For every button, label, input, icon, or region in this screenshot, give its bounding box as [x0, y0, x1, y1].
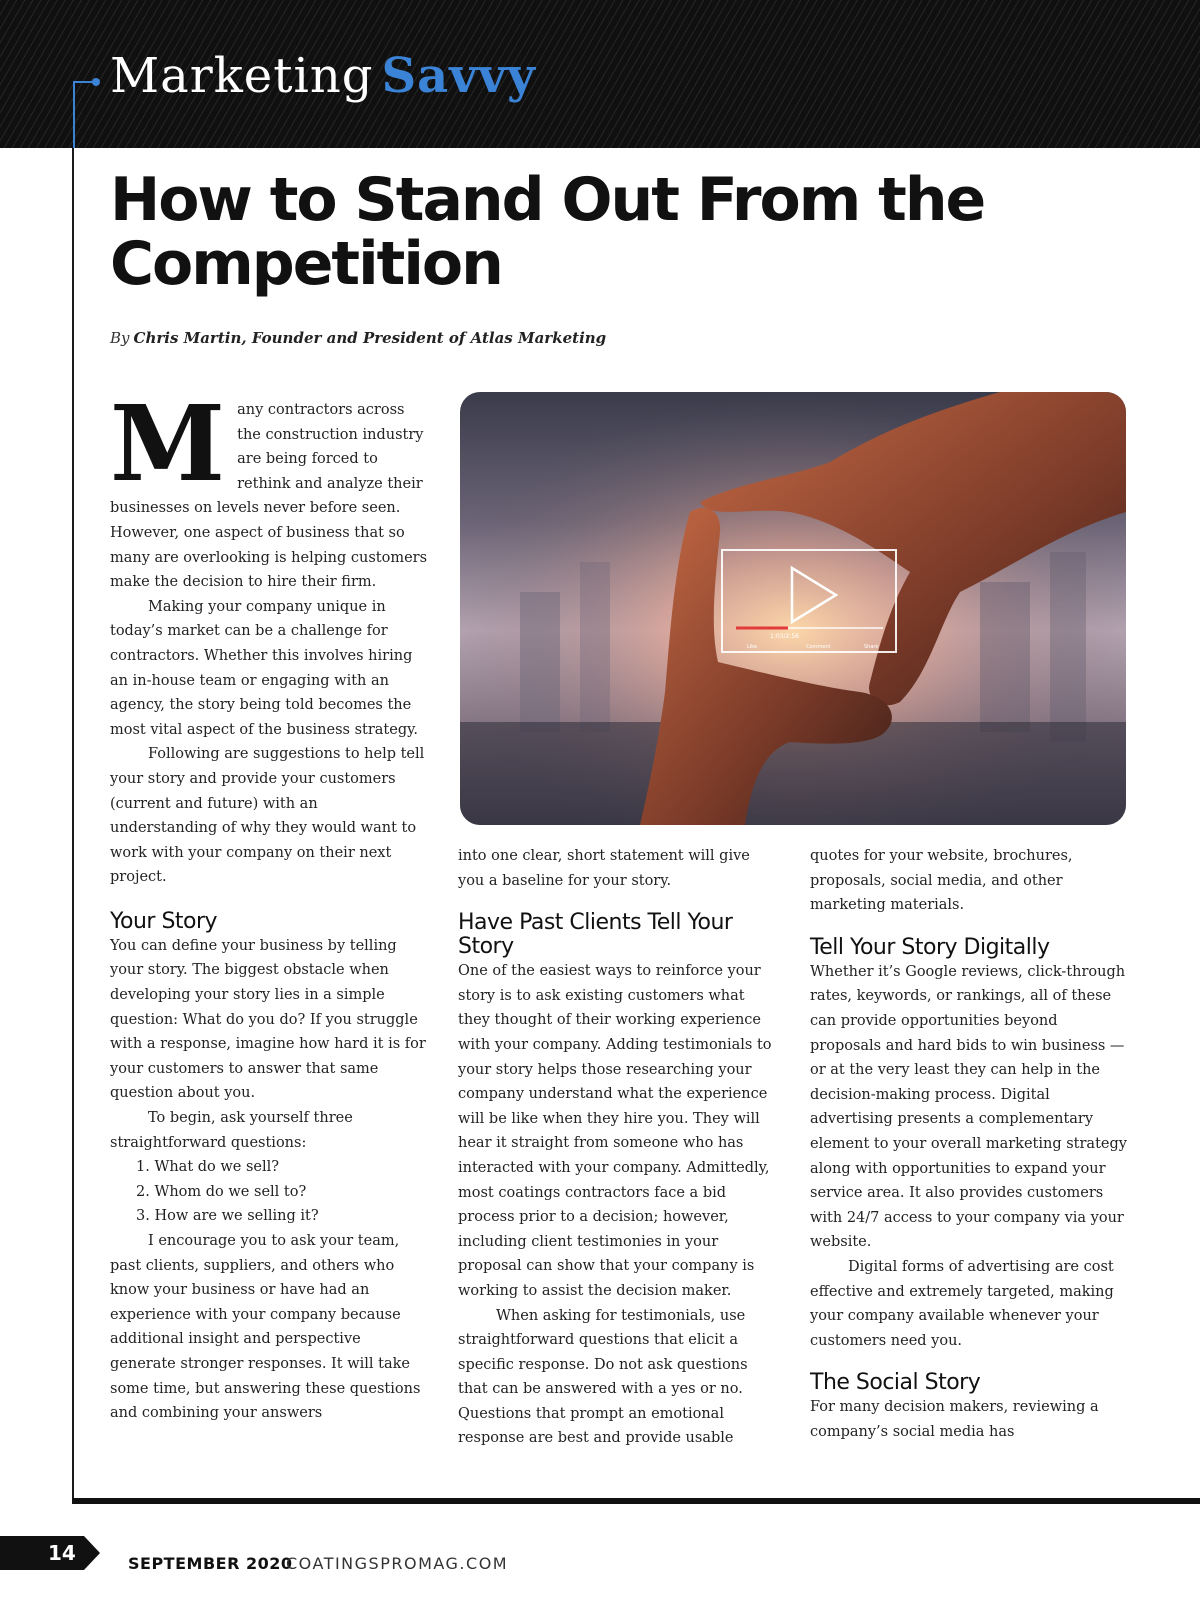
- body-paragraph: You can define your business by telling your story. The biggest obstacle when developing your story lies in a simple question: What do you do? If you struggle with a response, imagine how hard it is for your customers to answer that same question about you.: [110, 937, 426, 1102]
- section-heading-past-clients: Have Past Clients Tell Your Story: [458, 910, 733, 960]
- bottom-rule: [72, 1498, 1200, 1504]
- body-paragraph: into one clear, short statement will give you a baseline for your story.: [458, 848, 750, 889]
- connector-line: [75, 81, 93, 83]
- byline: [110, 329, 606, 347]
- share-label: Share: [864, 644, 879, 650]
- byline-prefix: By: [110, 329, 130, 347]
- article-column-1: [110, 382, 428, 1426]
- article-column-3: [810, 844, 1128, 1444]
- body-paragraph: quotes for your website, brochures, proposals, social media, and other marketing materials.: [810, 848, 1073, 914]
- intro-paragraph: Following are suggestions to help tell your story and provide your customers (current and future) with an understanding of why they would want to work with your company on their next project.: [110, 746, 425, 886]
- publication-website: COATINGSPROMAG.COM: [286, 1554, 509, 1573]
- body-paragraph: Digital forms of advertising are cost effective and extremely targeted, making your company available whenever your customers need you.: [810, 1258, 1114, 1349]
- body-paragraph: I encourage you to ask your team, past clients, suppliers, and others who know your business or have had an experience with your company because additional insight and perspective generate stronger responses. It will take some time, but answering these questions and combining your answers: [110, 1233, 421, 1422]
- connector-line: [73, 81, 75, 148]
- question-list: [110, 1155, 428, 1229]
- section-label: Marketing: [110, 48, 374, 104]
- section-heading-social: The Social Story: [810, 1370, 981, 1396]
- video-time: 1:03/2:56: [770, 633, 799, 640]
- section-label-accent: Savvy: [381, 48, 536, 104]
- section-heading-your-story: Your Story: [110, 908, 218, 934]
- article-column-2: [458, 844, 776, 1451]
- intro-paragraph: any contractors across the construction industry are being forced to rethink and analyze their businesses on levels never before seen. However, one aspect of business that so many are overlooking is helping customers make the decision to hire their firm.: [110, 402, 428, 591]
- photo-illustration: [460, 392, 1126, 825]
- body-paragraph: Whether it’s Google reviews, click-through rates, keywords, or rankings, all of these can provide opportunities beyond proposals and hard bids to win business — or at the very least they can help in the decision-making process. Digital advertising presents a complementary element to your overall marketing strategy along with opportunities to expand your service area. It also provides customers with 24/7 access to your company via your website.: [810, 963, 1127, 1251]
- hero-photo-hands-framing-video: [460, 392, 1126, 825]
- issue-date: SEPTEMBER 2020: [128, 1554, 293, 1573]
- intro-paragraph: Making your company unique in today’s market can be a challenge for contractors. Whether this involves hiring an in-house team or engaging with an agency, the story being told becomes the most vital aspect of the business strategy.: [110, 598, 418, 738]
- connector-dot: [92, 78, 100, 86]
- page-number: 14: [48, 1541, 76, 1565]
- left-rule: [72, 148, 74, 1503]
- comment-label: Comment: [806, 644, 831, 650]
- body-paragraph: To begin, ask yourself three straightforward questions:: [110, 1110, 353, 1151]
- section-title: [110, 48, 536, 104]
- like-label: Like: [747, 644, 757, 650]
- list-item: 2. Whom do we sell to?: [136, 1183, 307, 1200]
- byline-author: Chris Martin, Founder and President of Atlas Marketing: [133, 329, 607, 347]
- drop-cap: M: [110, 382, 226, 505]
- body-paragraph: One of the easiest ways to reinforce your story is to ask existing customers what they thought of their working experience with your company. Adding testimonials to your story helps those researching your company understand what the experience will be like when they hire you. They will hear it straight from someone who has interacted with your company. Admittedly, most coatings contractors face a bid process prior to a decision; however, including client testimonies in your proposal can show that your company is working to assist the decision maker.: [458, 963, 772, 1299]
- body-paragraph: When asking for testimonials, use straightforward questions that elicit a specific response. Do not ask questions that can be answered with a yes or no. Questions that prompt an emotional response are best and provide usable: [458, 1307, 748, 1447]
- article-title: How to Stand Out From the Competition: [110, 165, 985, 299]
- list-item: 1. What do we sell?: [136, 1159, 280, 1176]
- section-heading-digital: Tell Your Story Digitally: [810, 934, 1050, 960]
- list-item: 3. How are we selling it?: [136, 1208, 319, 1225]
- body-paragraph: For many decision makers, reviewing a company’s social media has: [810, 1399, 1099, 1440]
